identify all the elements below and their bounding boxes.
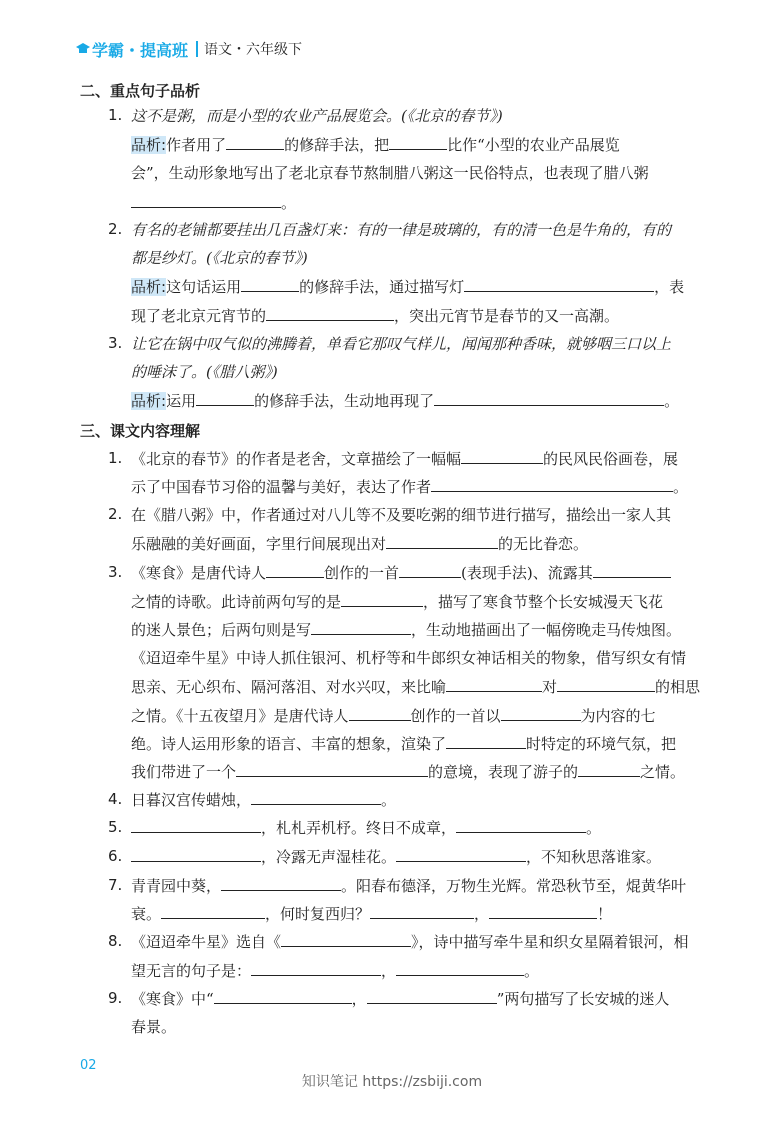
text: ， [381, 962, 397, 980]
analysis-line: 会”，生动形象地写出了老北京春节熬制腊八粥这一民俗特点，也表现了腊八粥 [131, 164, 649, 182]
text: 《北京的春节》的作者是老舍，文章描绘了一幅幅 [131, 450, 462, 468]
answer-blank[interactable] [446, 734, 526, 749]
question-line [131, 734, 676, 754]
text: 日暮汉宫传蜡烛， [131, 791, 252, 809]
subject-label: 语文・六年级下 [204, 42, 303, 58]
question-line [131, 620, 681, 640]
text: 《寒食》中“ [131, 990, 214, 1008]
answer-blank[interactable] [221, 876, 341, 891]
answer-blank[interactable] [251, 790, 381, 805]
question-line [131, 932, 689, 952]
question-line [131, 989, 669, 1009]
analysis-tag: 品析: [131, 136, 167, 154]
text: 。 [664, 392, 680, 410]
question-line: 《迢迢牵牛星》中诗人抓住银河、机杼等和牛郎织女神话相关的物象，借写织女有情 [131, 649, 687, 667]
text: 。 [524, 962, 540, 980]
question-text: 这不是粥，而是小型的农业产品展览会。(《北京的春节》) [131, 107, 503, 125]
answer-blank[interactable] [446, 677, 542, 692]
text: 乐融融的美好画面，字里行间展现出对 [131, 535, 387, 553]
question-line [131, 790, 396, 810]
text: ，生动地描画出了一幅傍晚走马传烛图。 [411, 621, 682, 639]
text: 。 [586, 819, 602, 837]
text: ，表 [654, 278, 685, 296]
text: ”两句描写了长安城的迷人 [496, 990, 670, 1008]
question-number: 8. [108, 932, 123, 950]
text: 作者用了 [166, 136, 227, 154]
question-line [131, 477, 688, 497]
answer-blank[interactable] [389, 135, 447, 150]
section-title: 三、课文内容理解 [80, 422, 201, 440]
text: 衰。 [131, 905, 162, 923]
analysis-tag: 品析: [131, 392, 167, 410]
question-line [131, 876, 686, 896]
answer-blank[interactable] [396, 847, 526, 862]
text: 现了老北京元宵节的 [131, 307, 267, 325]
text: ，不知秋思落谁家。 [526, 848, 662, 866]
text: 我们带进了一个 [131, 763, 237, 781]
footer-watermark: 知识笔记 https://zsbiji.com [301, 1074, 483, 1090]
text: 的相思 [655, 678, 701, 696]
text: 比作“小型的农业产品展览 [447, 136, 620, 154]
text: 的修辞手法，把 [284, 136, 390, 154]
text: ，札札弄机杼。终日不成章， [261, 819, 457, 837]
answer-blank[interactable] [281, 932, 411, 947]
question-number: 2. [108, 220, 123, 238]
question-line: 春景。 [131, 1018, 177, 1036]
question-number: 7. [108, 876, 123, 894]
answer-blank[interactable] [593, 563, 671, 578]
answer-blank[interactable] [311, 620, 411, 635]
section-title: 二、重点句子品析 [80, 82, 201, 100]
answer-blank[interactable] [501, 706, 581, 721]
answer-blank[interactable] [131, 818, 261, 833]
text: 运用 [166, 392, 197, 410]
answer-blank[interactable] [196, 391, 254, 406]
answer-blank[interactable] [131, 193, 281, 208]
question-line [131, 677, 700, 697]
text: 之情。 [640, 763, 686, 781]
answer-blank[interactable] [386, 534, 498, 549]
text: 青青园中葵， [131, 877, 222, 895]
answer-blank[interactable] [489, 904, 597, 919]
answer-blank[interactable] [266, 563, 324, 578]
text: 的意境，表现了游子的 [428, 763, 579, 781]
brand-name: 学霸・提高班 [92, 40, 189, 60]
question-line [131, 563, 671, 583]
header-divider [196, 41, 198, 57]
text: 的迷人景色；后两句则是写 [131, 621, 312, 639]
text: 绝。诗人运用形象的语言、丰富的想象，渲染了 [131, 735, 447, 753]
question-text: 的唾沫了。(《腊八粥》) [131, 363, 278, 381]
answer-blank[interactable] [131, 847, 261, 862]
answer-blank[interactable] [226, 135, 284, 150]
text: 的无比眷恋。 [498, 535, 589, 553]
answer-blank[interactable] [367, 989, 497, 1004]
answer-blank[interactable] [341, 592, 423, 607]
text: 时特定的环境气氛，把 [526, 735, 677, 753]
text: 。 [673, 478, 689, 496]
text: 之情的诗歌。此诗前两句写的是 [131, 593, 342, 611]
answer-blank[interactable] [431, 477, 673, 492]
question-line [131, 449, 678, 469]
text: ， [474, 905, 490, 923]
answer-blank[interactable] [578, 762, 640, 777]
question-number: 9. [108, 989, 123, 1007]
answer-blank[interactable] [557, 677, 655, 692]
question-line [131, 592, 663, 612]
text: 。阳春布德泽，万物生光辉。常恐秋节至，焜黄华叶 [341, 877, 687, 895]
question-number: 1. [108, 106, 123, 124]
answer-blank[interactable] [434, 391, 664, 406]
text: 。 [281, 194, 297, 212]
answer-blank[interactable] [214, 989, 352, 1004]
question-number: 5. [108, 818, 123, 836]
question-number: 6. [108, 847, 123, 865]
text: ，描写了寒食节整个长安城漫天飞花 [423, 593, 664, 611]
text: 的民风民俗画卷，展 [543, 450, 679, 468]
question-number: 1. [108, 449, 123, 467]
text: 之情。《十五夜望月》是唐代诗人 [131, 707, 349, 725]
text: 《寒食》是唐代诗人 [131, 564, 267, 582]
question-text: 让它在锅中叹气似的沸腾着，单看它那叹气样儿，闻闻那种香味，就够咽三口以上 [131, 335, 672, 353]
text: 这句话运用 [166, 278, 242, 296]
answer-blank[interactable] [161, 904, 265, 919]
analysis-line [131, 277, 684, 297]
question-line [131, 762, 685, 782]
answer-blank[interactable] [461, 449, 543, 464]
question-line [131, 706, 656, 726]
text: 的修辞手法，通过描写灯 [299, 278, 465, 296]
text: 。 [381, 791, 397, 809]
answer-blank[interactable] [370, 904, 474, 919]
page-number: 02 [80, 1058, 97, 1073]
header [76, 34, 302, 64]
answer-blank[interactable] [251, 961, 381, 976]
text: (表现手法)、流露其 [461, 564, 593, 582]
question-number: 2. [108, 505, 123, 523]
text: ，突出元宵节是春节的又一高潮。 [394, 307, 620, 325]
question-number: 3. [108, 334, 123, 352]
answer-blank[interactable] [396, 961, 524, 976]
question-number: 4. [108, 790, 123, 808]
analysis-line [131, 306, 619, 326]
answer-blank[interactable] [349, 706, 411, 721]
answer-blank[interactable] [399, 563, 461, 578]
text: 对 [542, 678, 558, 696]
question-line [131, 818, 601, 838]
question-text: 都是纱灯。(《北京的春节》) [131, 249, 308, 267]
text: 创作的一首 [324, 564, 400, 582]
text: ，何时复西归？ [265, 905, 371, 923]
question-text: 有名的老铺都要挂出几百盏灯来：有的一律是玻璃的，有的清一色是牛角的，有的 [131, 221, 672, 239]
answer-blank[interactable] [236, 762, 428, 777]
brand-logo [76, 38, 188, 61]
analysis-line [131, 135, 620, 155]
answer-blank[interactable] [456, 818, 586, 833]
question-line: 在《腊八粥》中，作者通过对八儿等不及要吃粥的细节进行描写，描绘出一家人其 [131, 506, 672, 524]
text: ！ [597, 905, 613, 923]
question-line [131, 961, 539, 981]
text: 》，诗中描写牵牛星和织女星隔着银河，相 [411, 933, 689, 951]
text: 思亲、无心织布、隔河落泪、对水兴叹，来比喻 [131, 678, 447, 696]
text: 示了中国春节习俗的温馨与美好，表达了作者 [131, 478, 432, 496]
graduation-cap-icon [76, 42, 90, 56]
text: 为内容的七 [580, 707, 656, 725]
question-number: 3. [108, 563, 123, 581]
analysis-tag: 品析: [131, 278, 167, 296]
analysis-line [131, 193, 296, 213]
text: ， [351, 990, 367, 1008]
answer-blank[interactable] [241, 277, 299, 292]
text: 《迢迢牵牛星》选自《 [131, 933, 282, 951]
analysis-line [131, 391, 679, 411]
text: 望无言的句子是： [131, 962, 252, 980]
question-line [131, 534, 588, 554]
answer-blank[interactable] [266, 306, 394, 321]
question-line [131, 847, 661, 867]
question-line [131, 904, 612, 924]
answer-blank[interactable] [464, 277, 654, 292]
text: 创作的一首以 [410, 707, 501, 725]
text: 的修辞手法，生动地再现了 [254, 392, 435, 410]
text: ，冷露无声湿桂花。 [261, 848, 397, 866]
